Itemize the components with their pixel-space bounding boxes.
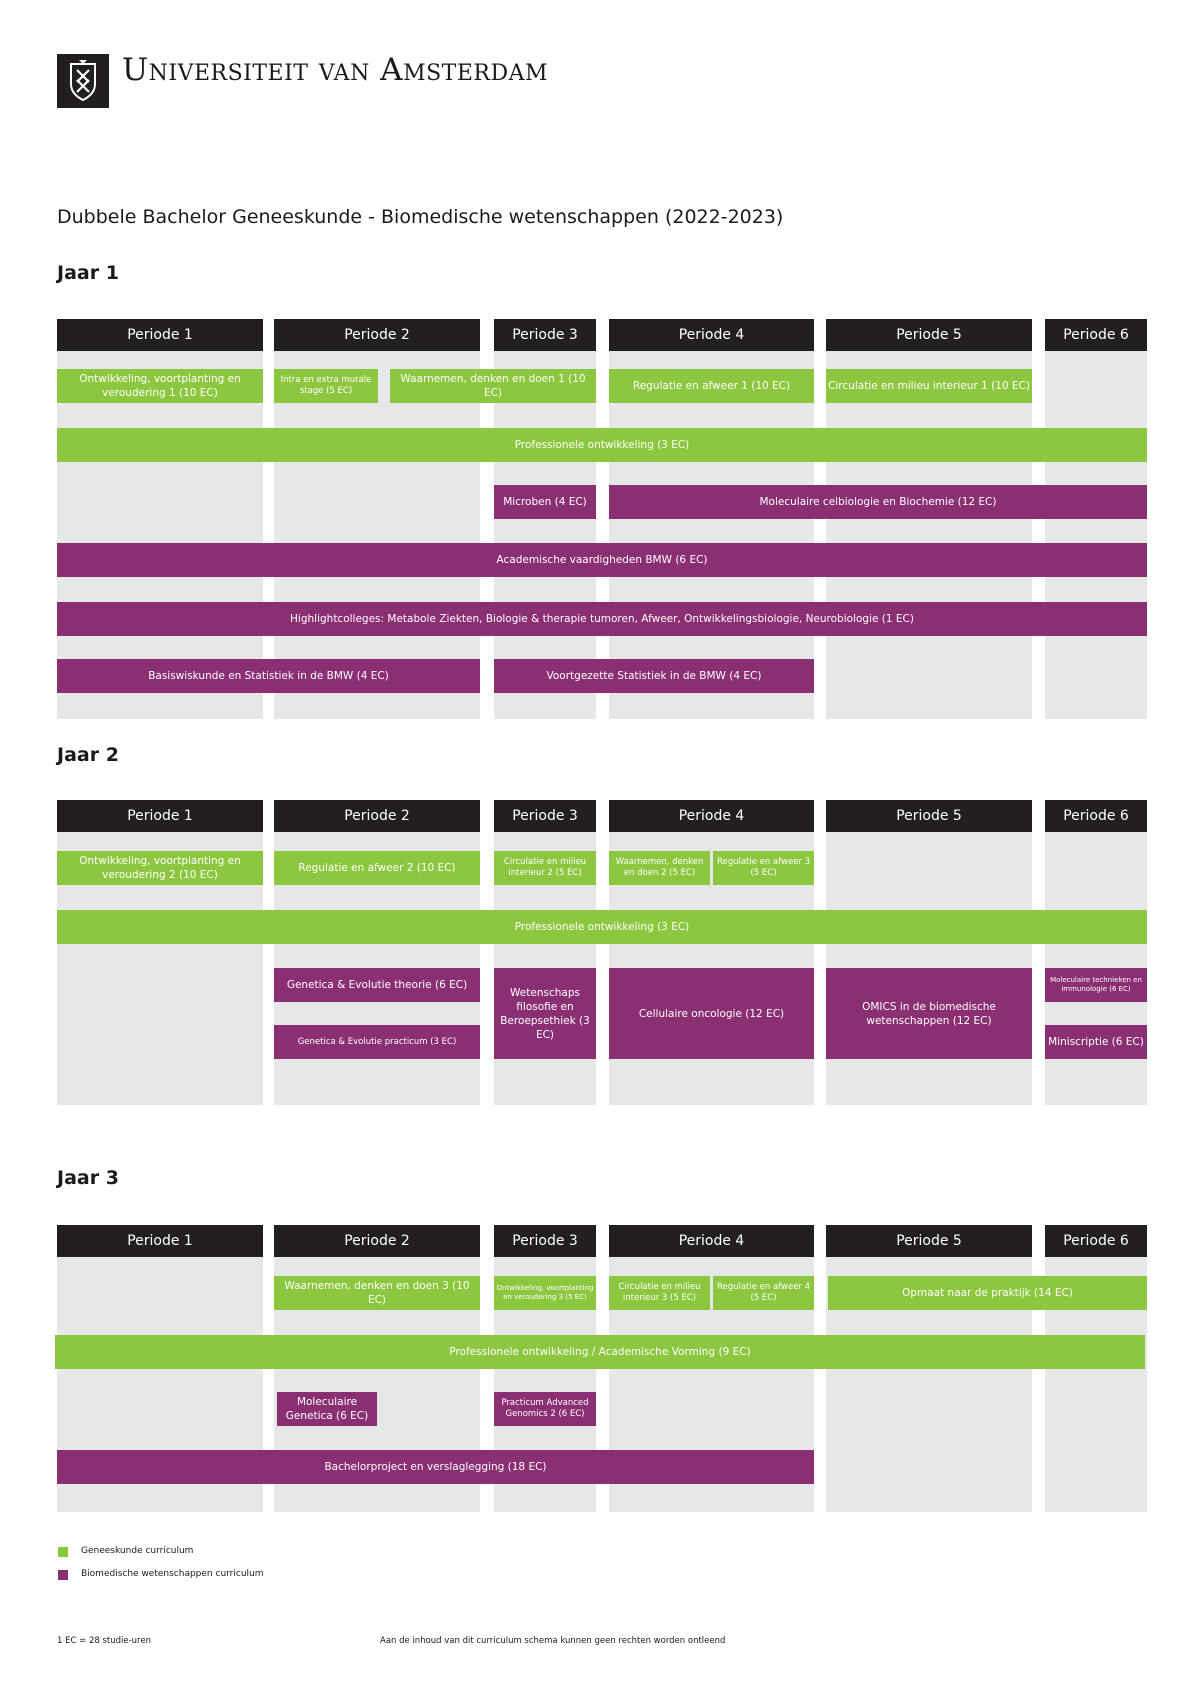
period-header: Periode 3: [494, 800, 596, 832]
period-header: Periode 6: [1045, 1225, 1147, 1257]
uva-crest-icon: [57, 54, 109, 108]
course-block: Wetenschaps filosofie en Beroepsethiek (3 EC): [494, 968, 596, 1059]
period-header: Periode 3: [494, 319, 596, 351]
university-name: Universiteit van Amsterdam: [122, 52, 549, 88]
course-block: Regulatie en afweer 3 (5 EC): [713, 851, 814, 885]
course-block: Basiswiskunde en Statistiek in de BMW (4 EC): [57, 659, 480, 693]
period-column: [274, 800, 480, 1105]
course-block: Voortgezette Statistiek in de BMW (4 EC): [494, 659, 814, 693]
period-header: Periode 4: [609, 319, 814, 351]
legend-swatch-bmw: [58, 1570, 68, 1580]
course-block: Professionele ontwikkeling (3 EC): [57, 910, 1147, 944]
course-block: Microben (4 EC): [494, 485, 596, 519]
course-block: Bachelorproject en verslaglegging (18 EC): [57, 1450, 814, 1484]
course-block: Professionele ontwikkeling / Academische Vorming (9 EC): [55, 1335, 1145, 1369]
course-block: Genetica & Evolutie practicum (3 EC): [274, 1025, 480, 1059]
course-block: Regulatie en afweer 1 (10 EC): [609, 369, 814, 403]
course-block: Practicum Advanced Genomics 2 (6 EC): [494, 1392, 596, 1426]
course-block: Ontwikkeling, voortplanting en veroudering 2 (10 EC): [57, 851, 263, 885]
course-block: Intra en extra murale stage (5 EC): [274, 369, 378, 403]
course-block: Regulatie en afweer 4 (5 EC): [713, 1276, 814, 1310]
period-header: Periode 5: [826, 1225, 1032, 1257]
period-column: [494, 800, 596, 1105]
year-title: Jaar 2: [57, 744, 119, 766]
document-title: Dubbele Bachelor Geneeskunde - Biomedische wetenschappen (2022-2023): [57, 206, 784, 228]
course-block: Circulatie en milieu interieur 3 (5 EC): [609, 1276, 710, 1310]
course-block: Highlightcolleges: Metabole Ziekten, Biologie & therapie tumoren, Afweer, Ontwikkelingsbiologie, Neurobiologie (1 EC): [57, 602, 1147, 636]
legend-label: Geneeskunde curriculum: [81, 1546, 194, 1556]
period-header: Periode 1: [57, 319, 263, 351]
period-header: Periode 2: [274, 319, 480, 351]
period-header: Periode 5: [826, 319, 1032, 351]
period-header: Periode 2: [274, 800, 480, 832]
course-block: Ontwikkeling, voortplanting en veroudering 3 (5 EC): [494, 1276, 596, 1310]
course-block: OMICS in de biomedische wetenschappen (12 EC): [826, 968, 1032, 1059]
course-block: Waarnemen, denken en doen 2 (5 EC): [609, 851, 710, 885]
period-header: Periode 6: [1045, 800, 1147, 832]
period-header: Periode 4: [609, 800, 814, 832]
course-block: Moleculaire celbiologie en Biochemie (12 EC): [609, 485, 1147, 519]
course-block: Moleculaire technieken en immunologie (6 EC): [1045, 968, 1147, 1002]
period-header: Periode 3: [494, 1225, 596, 1257]
period-header: Periode 5: [826, 800, 1032, 832]
legend-label: Biomedische wetenschappen curriculum: [81, 1569, 264, 1579]
course-block: Waarnemen, denken en doen 1 (10 EC): [390, 369, 596, 403]
course-block: Circulatie en milieu interieur 1 (10 EC): [826, 369, 1032, 403]
period-column: [57, 800, 263, 1105]
course-block: Ontwikkeling, voortplanting en veroudering 1 (10 EC): [57, 369, 263, 403]
course-block: Professionele ontwikkeling (3 EC): [57, 428, 1147, 462]
period-column: [826, 800, 1032, 1105]
year-title: Jaar 3: [57, 1167, 119, 1189]
period-column: [1045, 800, 1147, 1105]
period-header: Periode 4: [609, 1225, 814, 1257]
disclaimer: Aan de inhoud van dit curriculum schema kunnen geen rechten worden ontleend: [380, 1636, 726, 1646]
course-block: Circulatie en milieu interieur 2 (5 EC): [494, 851, 596, 885]
year-title: Jaar 1: [57, 262, 119, 284]
course-block: Miniscriptie (6 EC): [1045, 1025, 1147, 1059]
ec-note: 1 EC = 28 studie-uren: [57, 1636, 151, 1646]
course-block: Academische vaardigheden BMW (6 EC): [57, 543, 1147, 577]
course-block: Waarnemen, denken en doen 3 (10 EC): [274, 1276, 480, 1310]
course-block: Moleculaire Genetica (6 EC): [277, 1392, 377, 1426]
period-column: [1045, 319, 1147, 719]
period-column: [609, 800, 814, 1105]
course-block: Opmaat naar de praktijk (14 EC): [828, 1276, 1147, 1310]
legend-swatch-geneeskunde: [58, 1547, 68, 1557]
course-block: Regulatie en afweer 2 (10 EC): [274, 851, 480, 885]
course-block: Cellulaire oncologie (12 EC): [609, 968, 814, 1059]
period-header: Periode 2: [274, 1225, 480, 1257]
period-header: Periode 6: [1045, 319, 1147, 351]
period-header: Periode 1: [57, 800, 263, 832]
period-header: Periode 1: [57, 1225, 263, 1257]
course-block: Genetica & Evolutie theorie (6 EC): [274, 968, 480, 1002]
